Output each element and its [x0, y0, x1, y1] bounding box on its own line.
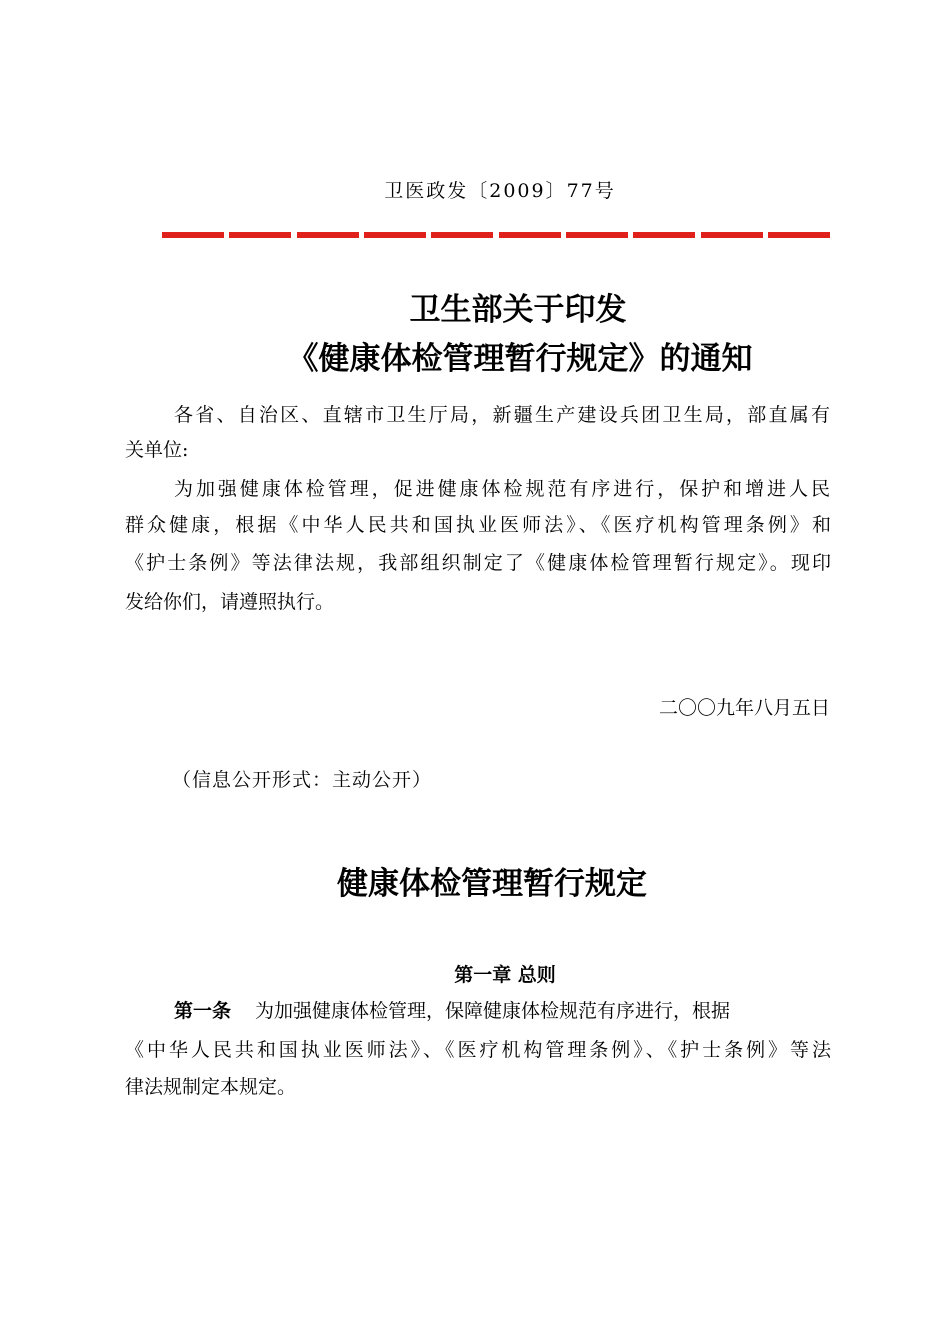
chapter-title: 第一章 总则 — [454, 964, 556, 986]
red-rule-segment — [499, 232, 561, 238]
red-rule-segment — [364, 232, 426, 238]
notice-date: 二〇〇九年八月五日 — [658, 697, 830, 719]
red-rule-segment — [701, 232, 763, 238]
article1-line1-text: 为加强健康体检管理，保障健康体检规范有序进行，根据 — [255, 1000, 731, 1022]
addressee-line2: 关单位: — [125, 439, 189, 461]
document-number: 卫医政发〔2009〕77号 — [384, 180, 616, 202]
red-rule-segment — [229, 232, 291, 238]
notice-title-line2: 《健康体检管理暂行规定》的通知 — [287, 341, 753, 377]
red-rule-segment — [431, 232, 493, 238]
addressee-line1: 各省、自治区、直辖市卫生厅局，新疆生产建设兵团卫生局，部直属有 — [174, 404, 830, 426]
regulation-title: 健康体检管理暂行规定 — [337, 866, 647, 902]
article1-label: 第一条 — [174, 1000, 232, 1022]
red-header-rule — [162, 232, 830, 238]
notice-body-line1: 为加强健康体检管理，促进健康体检规范有序进行，保护和增进人民 — [174, 478, 830, 500]
disclosure-note: （信息公开形式：主动公开） — [172, 769, 433, 791]
red-rule-segment — [566, 232, 628, 238]
notice-title-line1: 卫生部关于印发 — [409, 292, 627, 328]
red-rule-segment — [162, 232, 224, 238]
article1-line2: 《中华人民共和国执业医师法》、《医疗机构管理条例》、《护士条例》等法 — [125, 1039, 831, 1061]
red-rule-segment — [768, 232, 830, 238]
notice-body-line4: 发给你们，请遵照执行。 — [125, 591, 335, 613]
notice-body-line2: 群众健康，根据《中华人民共和国执业医师法》、《医疗机构管理条例》和 — [125, 514, 831, 536]
red-rule-segment — [633, 232, 695, 238]
article1-line1 — [174, 998, 730, 1024]
article1-line3: 律法规制定本规定。 — [125, 1076, 297, 1098]
notice-body-line3: 《护士条例》等法律法规，我部组织制定了《健康体检管理暂行规定》。现印 — [125, 552, 831, 574]
red-rule-segment — [297, 232, 359, 238]
